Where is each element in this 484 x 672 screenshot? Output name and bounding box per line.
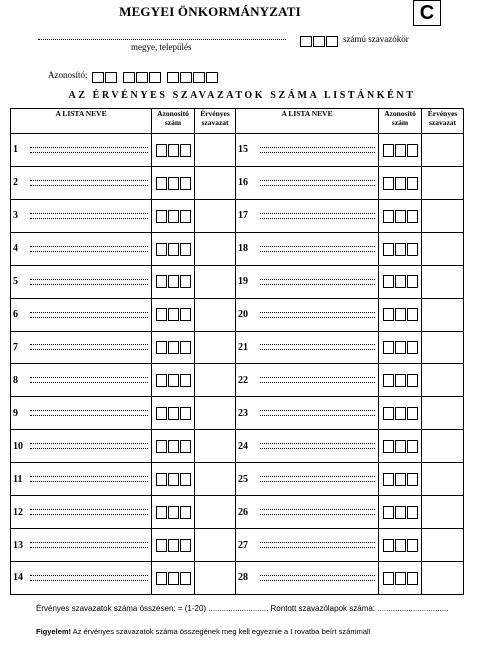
valid-votes-field[interactable]: [422, 199, 464, 232]
id-number-boxes[interactable]: [152, 397, 195, 430]
valid-votes-field[interactable]: [195, 496, 236, 529]
id-boxes[interactable]: [92, 68, 224, 86]
row-number: 17: [236, 199, 254, 232]
id-number-boxes[interactable]: [379, 463, 422, 496]
id-number-boxes[interactable]: [152, 331, 195, 364]
row-number: 13: [11, 529, 24, 562]
valid-votes-field[interactable]: [195, 166, 236, 199]
list-name-field[interactable]: [254, 232, 379, 265]
table-row: [11, 561, 464, 594]
list-name-field[interactable]: [24, 331, 152, 364]
district-number-boxes[interactable]: [300, 32, 339, 50]
row-number: 4: [11, 232, 24, 265]
row-number: 11: [11, 463, 24, 496]
id-number-boxes[interactable]: [152, 496, 195, 529]
row-number: 6: [11, 298, 24, 331]
row-number: 19: [236, 265, 254, 298]
list-name-field[interactable]: [254, 331, 379, 364]
table-row: [11, 298, 464, 331]
col-id-number: Azonosító szám: [152, 109, 195, 134]
id-number-boxes[interactable]: [152, 199, 195, 232]
row-number: 24: [236, 430, 254, 463]
row-number: 2: [11, 166, 24, 199]
list-votes-table: [10, 108, 464, 595]
list-name-field[interactable]: [24, 134, 152, 167]
form-letter-badge: C: [413, 0, 441, 26]
list-name-field[interactable]: [24, 430, 152, 463]
row-number: 18: [236, 232, 254, 265]
table-row: [11, 496, 464, 529]
table-row: [11, 430, 464, 463]
row-number: 14: [11, 561, 24, 594]
valid-votes-field[interactable]: [422, 430, 464, 463]
list-name-field[interactable]: [24, 364, 152, 397]
id-number-boxes[interactable]: [379, 199, 422, 232]
id-number-boxes[interactable]: [379, 298, 422, 331]
row-number: 1: [11, 134, 24, 167]
col-list-name-right: A LISTA NEVE: [236, 109, 379, 134]
table-row: [11, 265, 464, 298]
list-name-field[interactable]: [24, 561, 152, 594]
row-number: 7: [11, 331, 24, 364]
col-list-name: A LISTA NEVE: [11, 109, 152, 134]
id-number-boxes[interactable]: [379, 529, 422, 562]
form-title: MEGYEI ÖNKORMÁNYZATI: [119, 4, 301, 19]
id-number-boxes[interactable]: [379, 232, 422, 265]
valid-votes-field[interactable]: [195, 134, 236, 167]
id-number-boxes[interactable]: [379, 496, 422, 529]
id-number-boxes[interactable]: [379, 331, 422, 364]
table-row: [11, 134, 464, 167]
col-valid-votes: Érvényes szavazat: [195, 109, 236, 134]
valid-votes-field[interactable]: [195, 397, 236, 430]
table-row: [11, 397, 464, 430]
warning-bold: Figyelem!: [36, 627, 72, 636]
row-number: 22: [236, 364, 254, 397]
valid-votes-field[interactable]: [195, 561, 236, 594]
id-number-boxes[interactable]: [379, 166, 422, 199]
row-number: 21: [236, 331, 254, 364]
id-number-boxes[interactable]: [152, 364, 195, 397]
box: [326, 36, 338, 47]
table-row: [11, 463, 464, 496]
row-number: 16: [236, 166, 254, 199]
row-number: 5: [11, 265, 24, 298]
valid-votes-field[interactable]: [422, 166, 464, 199]
total-votes-line[interactable]: Érvényes szavazatok száma összesen: = (1-20) ........................... Rontott szavazólapok száma: ................................: [36, 604, 449, 613]
row-number: 10: [11, 430, 24, 463]
row-number: 8: [11, 364, 24, 397]
table-row: [11, 529, 464, 562]
valid-votes-field[interactable]: [422, 529, 464, 562]
warning-note: [36, 627, 371, 636]
id-number-boxes[interactable]: [152, 298, 195, 331]
valid-votes-field[interactable]: [422, 463, 464, 496]
row-number: 20: [236, 298, 254, 331]
table-row: [11, 331, 464, 364]
list-name-field[interactable]: [24, 496, 152, 529]
list-name-field[interactable]: [24, 529, 152, 562]
list-name-field[interactable]: [254, 561, 379, 594]
row-number: 12: [11, 496, 24, 529]
id-number-boxes[interactable]: [152, 529, 195, 562]
list-name-field[interactable]: [254, 430, 379, 463]
valid-votes-field[interactable]: [195, 331, 236, 364]
valid-votes-field[interactable]: [195, 298, 236, 331]
row-number: 23: [236, 397, 254, 430]
id-number-boxes[interactable]: [152, 430, 195, 463]
row-number: 9: [11, 397, 24, 430]
list-name-field[interactable]: [254, 397, 379, 430]
valid-votes-field[interactable]: [195, 232, 236, 265]
list-name-field[interactable]: [254, 134, 379, 167]
id-number-boxes[interactable]: [152, 265, 195, 298]
table-row: [11, 199, 464, 232]
megye-fill-line[interactable]: [38, 39, 286, 40]
list-name-field[interactable]: [254, 199, 379, 232]
list-name-field[interactable]: [24, 298, 152, 331]
valid-votes-field[interactable]: [422, 134, 464, 167]
col-id-number-right: Azonosító szám: [379, 109, 422, 134]
list-name-field[interactable]: [24, 199, 152, 232]
valid-votes-field[interactable]: [422, 331, 464, 364]
id-number-boxes[interactable]: [152, 134, 195, 167]
row-number: 26: [236, 496, 254, 529]
list-name-field[interactable]: [254, 496, 379, 529]
district-label: számú szavazókör: [343, 34, 409, 44]
id-number-boxes[interactable]: [152, 232, 195, 265]
row-number: 28: [236, 561, 254, 594]
list-name-field[interactable]: [24, 265, 152, 298]
valid-votes-field[interactable]: [195, 463, 236, 496]
valid-votes-field[interactable]: [195, 199, 236, 232]
valid-votes-field[interactable]: [195, 364, 236, 397]
megye-label: megye, település: [131, 42, 192, 52]
row-number: 25: [236, 463, 254, 496]
list-name-field[interactable]: [24, 463, 152, 496]
box: [300, 36, 312, 47]
table-row: [11, 364, 464, 397]
valid-votes-field[interactable]: [422, 397, 464, 430]
list-name-field[interactable]: [24, 397, 152, 430]
valid-votes-field[interactable]: [422, 232, 464, 265]
list-name-field[interactable]: [254, 265, 379, 298]
valid-votes-field[interactable]: [422, 265, 464, 298]
valid-votes-field[interactable]: [195, 529, 236, 562]
id-number-boxes[interactable]: [379, 397, 422, 430]
list-name-field[interactable]: [254, 364, 379, 397]
list-name-field[interactable]: [254, 166, 379, 199]
id-number-boxes[interactable]: [152, 463, 195, 496]
id-number-boxes[interactable]: [152, 166, 195, 199]
list-name-field[interactable]: [254, 463, 379, 496]
list-name-field[interactable]: [254, 298, 379, 331]
list-name-field[interactable]: [24, 166, 152, 199]
id-number-boxes[interactable]: [379, 134, 422, 167]
section-heading: AZ ÉRVÉNYES SZAVAZATOK SZÁMA LISTÁNKÉNT: [68, 90, 416, 101]
id-number-boxes[interactable]: [379, 364, 422, 397]
valid-votes-field[interactable]: [422, 496, 464, 529]
id-label: Azonosító:: [48, 70, 88, 80]
id-number-boxes[interactable]: [379, 430, 422, 463]
table-row: [11, 232, 464, 265]
id-number-boxes[interactable]: [379, 265, 422, 298]
valid-votes-field[interactable]: [422, 364, 464, 397]
warning-text: Az érvényes szavazatok száma összegének meg kell egyeznie a I rovatba beírt számmal!: [71, 627, 371, 636]
id-number-boxes[interactable]: [379, 561, 422, 594]
valid-votes-field[interactable]: [422, 298, 464, 331]
row-number: 3: [11, 199, 24, 232]
row-number: 27: [236, 529, 254, 562]
row-number: 15: [236, 134, 254, 167]
valid-votes-field[interactable]: [422, 561, 464, 594]
list-name-field[interactable]: [254, 529, 379, 562]
valid-votes-field[interactable]: [195, 430, 236, 463]
box: [313, 36, 325, 47]
col-valid-votes-right: Érvényes szavazat: [422, 109, 464, 134]
list-name-field[interactable]: [24, 232, 152, 265]
table-row: [11, 166, 464, 199]
valid-votes-field[interactable]: [195, 265, 236, 298]
id-number-boxes[interactable]: [152, 561, 195, 594]
